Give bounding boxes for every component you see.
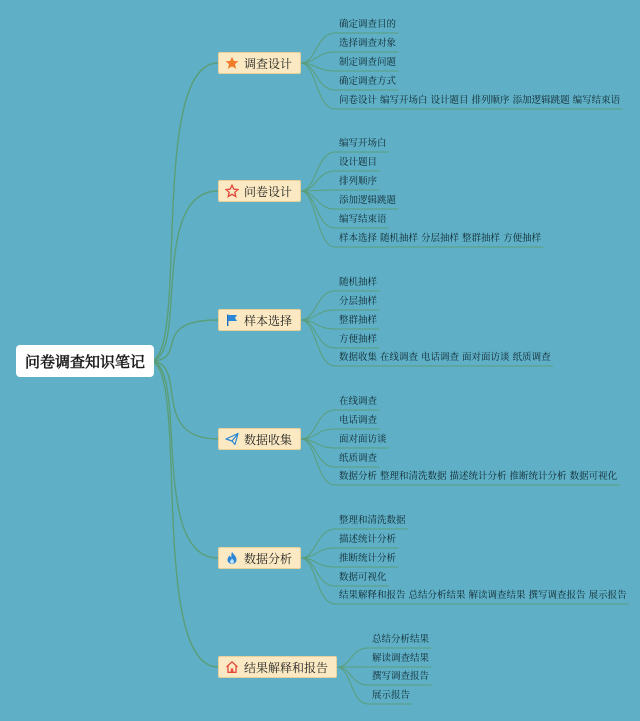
branch-node-data-collection[interactable]	[218, 428, 301, 450]
leaf-item[interactable]: 纸质调查	[339, 453, 378, 464]
leaf-item[interactable]: 编写结束语	[339, 214, 387, 225]
blue-flag-icon	[225, 313, 239, 327]
outline-star-icon	[225, 184, 239, 198]
connector-line	[150, 361, 218, 439]
leaf-item[interactable]: 确定调查方式	[339, 76, 397, 87]
orange-star-icon	[225, 56, 239, 70]
leaf-item[interactable]: 数据分析 整理和清洗数据 描述统计分析 推断统计分析 数据可视化	[339, 471, 618, 482]
connector-line	[301, 320, 335, 366]
leaf-item[interactable]: 确定调查目的	[339, 19, 397, 30]
connector-line	[301, 291, 335, 320]
leaf-item[interactable]: 描述统计分析	[339, 534, 397, 545]
leaf-item[interactable]: 编写开场白	[339, 138, 387, 149]
leaf-item[interactable]: 数据收集 在线调查 电话调查 面对面访谈 纸质调查	[339, 352, 551, 363]
connector-line	[301, 191, 335, 247]
flame-icon	[225, 551, 239, 565]
connector-line	[301, 558, 335, 604]
branch-node-data-analysis[interactable]	[218, 547, 301, 569]
connector-line	[301, 171, 335, 191]
leaf-item[interactable]: 方便抽样	[339, 334, 378, 345]
connector-line	[301, 439, 335, 467]
leaf-item[interactable]: 添加逻辑跳题	[339, 195, 397, 206]
connector-line	[301, 529, 335, 558]
paper-plane-icon	[225, 432, 239, 446]
branch-node-questionnaire-design[interactable]	[218, 180, 301, 202]
connector-line	[337, 667, 368, 704]
leaf-item[interactable]: 解读调查结果	[372, 653, 430, 664]
leaf-item[interactable]: 设计题目	[339, 157, 378, 168]
branch-node-sample-selection[interactable]	[218, 309, 301, 331]
branch-label: 数据收集	[244, 432, 293, 447]
leaf-item[interactable]: 展示报告	[372, 690, 411, 701]
leaf-item[interactable]: 在线调查	[339, 396, 378, 407]
leaf-item[interactable]: 制定调查问题	[339, 57, 397, 68]
connector-line	[150, 63, 218, 361]
branch-label: 结果解释和报告	[244, 660, 329, 675]
connector-line	[301, 33, 335, 63]
home-icon	[225, 660, 239, 674]
leaf-item[interactable]: 总结分析结果	[372, 634, 430, 645]
branch-node-results-report[interactable]	[218, 656, 337, 678]
mindmap-root-title[interactable]: 问卷调查知识笔记	[16, 345, 154, 377]
leaf-item[interactable]: 整群抽样	[339, 315, 378, 326]
leaf-item[interactable]: 样本选择 随机抽样 分层抽样 整群抽样 方便抽样	[339, 233, 542, 244]
branch-node-survey-design[interactable]	[218, 52, 301, 74]
connector-line	[301, 439, 335, 485]
connector-line	[150, 361, 218, 558]
connector-line	[337, 648, 368, 667]
leaf-item[interactable]: 随机抽样	[339, 277, 378, 288]
connector-line	[301, 558, 335, 586]
connector-line	[337, 667, 368, 685]
connector-line	[301, 63, 335, 109]
leaf-item[interactable]: 分层抽样	[339, 296, 378, 307]
leaf-item[interactable]: 数据可视化	[339, 572, 387, 583]
leaf-item[interactable]: 电话调查	[339, 415, 378, 426]
leaf-item[interactable]: 排列顺序	[339, 176, 378, 187]
leaf-item[interactable]: 整理和清洗数据	[339, 515, 406, 526]
leaf-item[interactable]: 面对面访谈	[339, 434, 387, 445]
leaf-item[interactable]: 问卷设计 编写开场白 设计题目 排列顺序 添加逻辑跳题 编写结束语	[339, 95, 621, 106]
connector-line	[301, 320, 335, 348]
branch-label: 调查设计	[244, 56, 293, 71]
connector-line	[150, 191, 218, 361]
branch-label: 数据分析	[244, 551, 293, 566]
leaf-item[interactable]: 结果解释和报告 总结分析结果 解读调查结果 撰写调查报告 展示报告	[339, 590, 627, 601]
leaf-item[interactable]: 推断统计分析	[339, 553, 397, 564]
branch-label: 样本选择	[244, 313, 293, 328]
connector-line	[301, 410, 335, 439]
leaf-item[interactable]: 选择调查对象	[339, 38, 397, 49]
connector-line	[150, 361, 218, 667]
branch-label: 问卷设计	[244, 184, 293, 199]
leaf-item[interactable]: 撰写调查报告	[372, 671, 430, 682]
